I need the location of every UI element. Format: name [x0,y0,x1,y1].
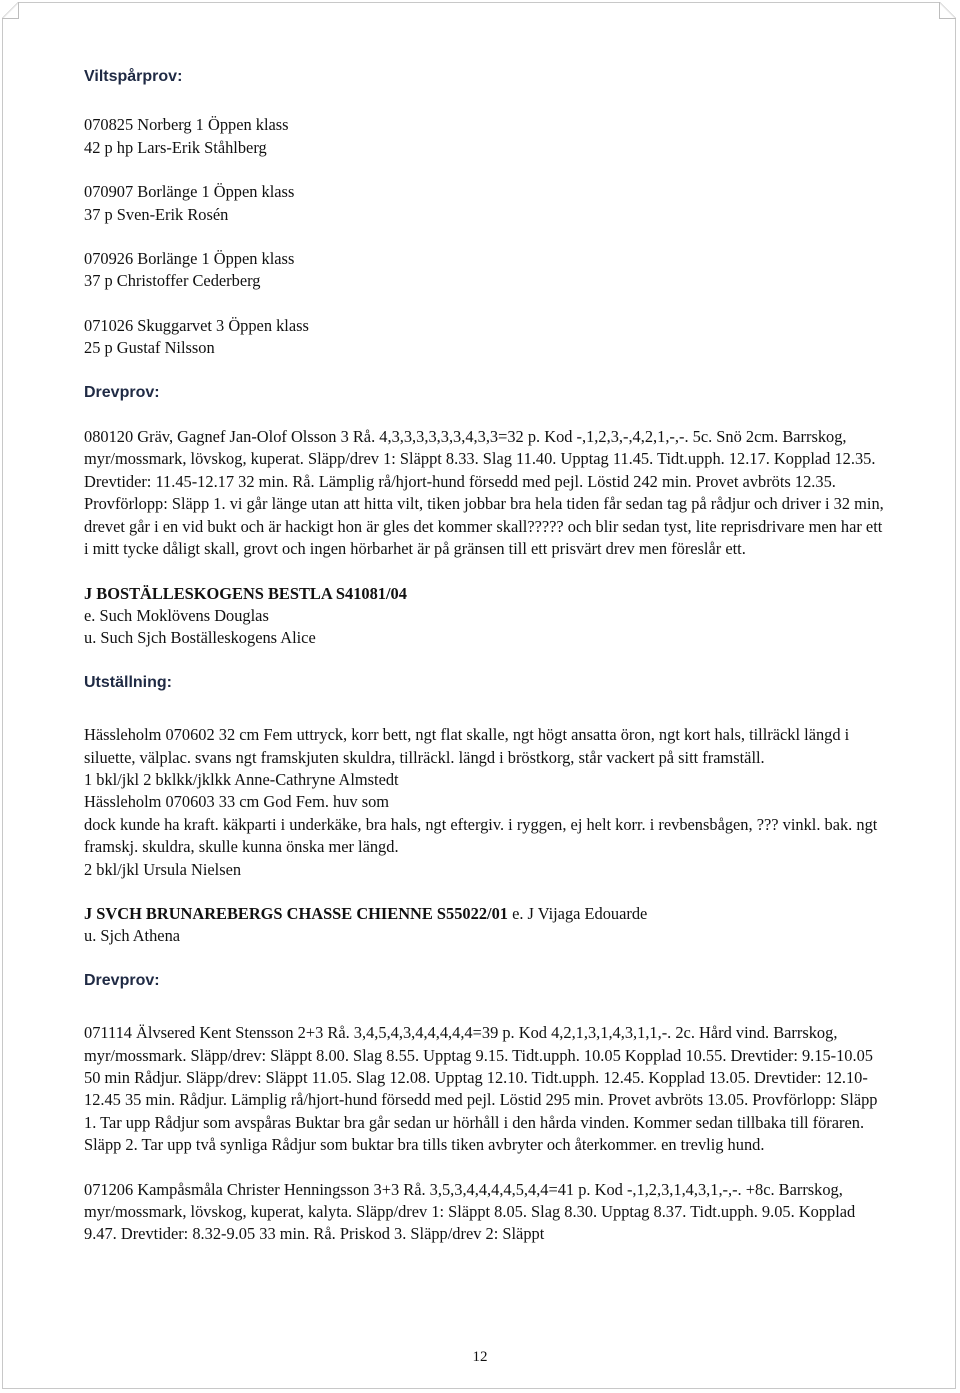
result-line: 37 p Sven-Erik Rosén [84,204,229,224]
document-body [84,66,884,1246]
show-line: 2 bkl/jkl Ursula Nielsen [84,859,242,879]
dog-dam: u. Such Sjch Boställeskogens Alice [84,628,316,648]
dog-sire: e. J Vijaga Edouarde [507,903,648,923]
drevprov-paragraph: 071114 Älvsered Kent Stensson 2+3 Rå. 3,4,5,4,3,4,4,4,4,4=39 p. Kod 4,2,1,3,1,4,3,1,1,-. 2c. Hård vind. Barrskog, myr/mossmark. Släpp/drev: Släppt 8.00. Slag 8.55. Upptag 9.15. Tidt.upph. 10.05 Kopplad 10.55. Drevtider: 9.15-10.05 50 min Rådjur. Släpp/drev: Släppt 11.05. Slag 12.08. Upptag 12.10. Tidt.upph. 12.45. Kopplad 13.05. Drevtider: 12.10-12.45 35 min. Rådjur. Lämplig rå/hjort-hund försedd med pejl. Löstid 295 min. Provet avbröts 13.05. Provförlopp: Släpp 1. Tar upp Rådjur som avspåras Buktar bra går sedan ur hörhåll i den hårda vinden. Kommer sedan tillbaka till föraren. Släpp 2. Tar upp två synliga Rådjur som buktar bra tills tiken avbryter och återkommer. en trevlig hund. [84,1023,878,1155]
page-corner-icon [2,2,19,19]
section-heading-drevprov: Drevprov: [84,383,160,401]
result-line: 070825 Norberg 1 Öppen klass [84,115,289,135]
result-line: 071026 Skuggarvet 3 Öppen klass [84,315,309,335]
show-paragraph: dock kunde ha kraft. käkparti i underkäke, bra hals, ngt eftergiv. i ryggen, ej helt korr. i revbensbågen, ??? vinkl. bak. ngt framskj. skuldra, skulle kunna önska mer längd. [84,814,878,857]
drevprov-paragraph: 080120 Gräv, Gagnef Jan-Olof Olsson 3 Rå. 4,3,3,3,3,3,3,4,3,3=32 p. Kod -,1,2,3,-,4,2,1,-,-. 5c. Snö 2cm. Barrskog, myr/mossmark, lövskog, kuperat. Släpp/drev 1: Släppt 8.33. Slag 11.40. Upptag 11.45. Tidt.upph. 12.17. Kopplad 12.35. Drevtider: 11.45-12.17 32 min. Rå. Lämplig rå/hjort-hund försedd med pejl. Löstid 242 min. Provet avbröts 12.35. Provförlopp: Släpp 1. vi går länge utan att hitta vilt, tiken jobbar bra hela tiden får sedan tag på rådjur och driver i 32 min, drevet går i en vid bukt och är hackigt hon är gles det kommer skall????? och blir sedan tyst, lite reprisdrivare men har ett i mitt tycke dåligt skall, grovt och ingen hörbarhet är på gränsen till ett prisvärt drev men föreslår ett. [84,427,884,559]
dog-title: J SVCH BRUNAREBERGS CHASSE CHIENNE S55022/01 [84,903,508,923]
show-paragraph: Hässleholm 070602 32 cm Fem uttryck, korr bett, ngt flat skalle, ngt högt ansatta öron, ngt kort hals, tillräckl längd i siluette, välplac. svans ngt framskjuten skuldra, tillräckl. längd i bröstkorg, står vackert på sitt framställ. [84,725,850,767]
dog-title: J BOSTÄLLESKOGENS BESTLA S41081/04 [84,583,407,603]
page-number: 12 [472,1349,488,1365]
section-heading-utstallning: Utställning: [84,673,172,691]
section-heading-viltspar: Viltspårprov: [84,68,183,85]
show-line: 1 bkl/jkl 2 bklkk/jklkk Anne-Cathryne Almstedt [84,769,399,789]
section-heading-drevprov: Drevprov: [84,971,160,989]
result-line: 42 p hp Lars-Erik Ståhlberg [84,137,267,157]
result-line: 070907 Borlänge 1 Öppen klass [84,182,295,202]
page-corner-icon [939,2,956,19]
result-line: 25 p Gustaf Nilsson [84,338,215,358]
result-line: 070926 Borlänge 1 Öppen klass [84,249,295,269]
result-line: 37 p Christoffer Cederberg [84,271,261,291]
dog-title-line [84,903,884,925]
show-line: Hässleholm 070603 33 cm God Fem. huv som [84,792,390,812]
dog-dam: u. Sjch Athena [84,926,181,946]
dog-sire: e. Such Moklövens Douglas [84,605,269,625]
drevprov-paragraph: 071206 Kampåsmåla Christer Henningsson 3+3 Rå. 3,5,3,4,4,4,4,5,4,4=41 p. Kod -,1,2,3,1,4,3,1,-,-. +8c. Barrskog, myr/mossmark, lövskog, kuperat, kalyta. Släpp/drev 1: Släppt 8.05. Slag 8.30. Upptag 8.37. Tidt.upph. 9.05. Kopplad 9.47. Drevtider: 8.32-9.05 33 min. Rå. Priskod 3. Släpp/drev 2: Släppt [84,1179,856,1244]
